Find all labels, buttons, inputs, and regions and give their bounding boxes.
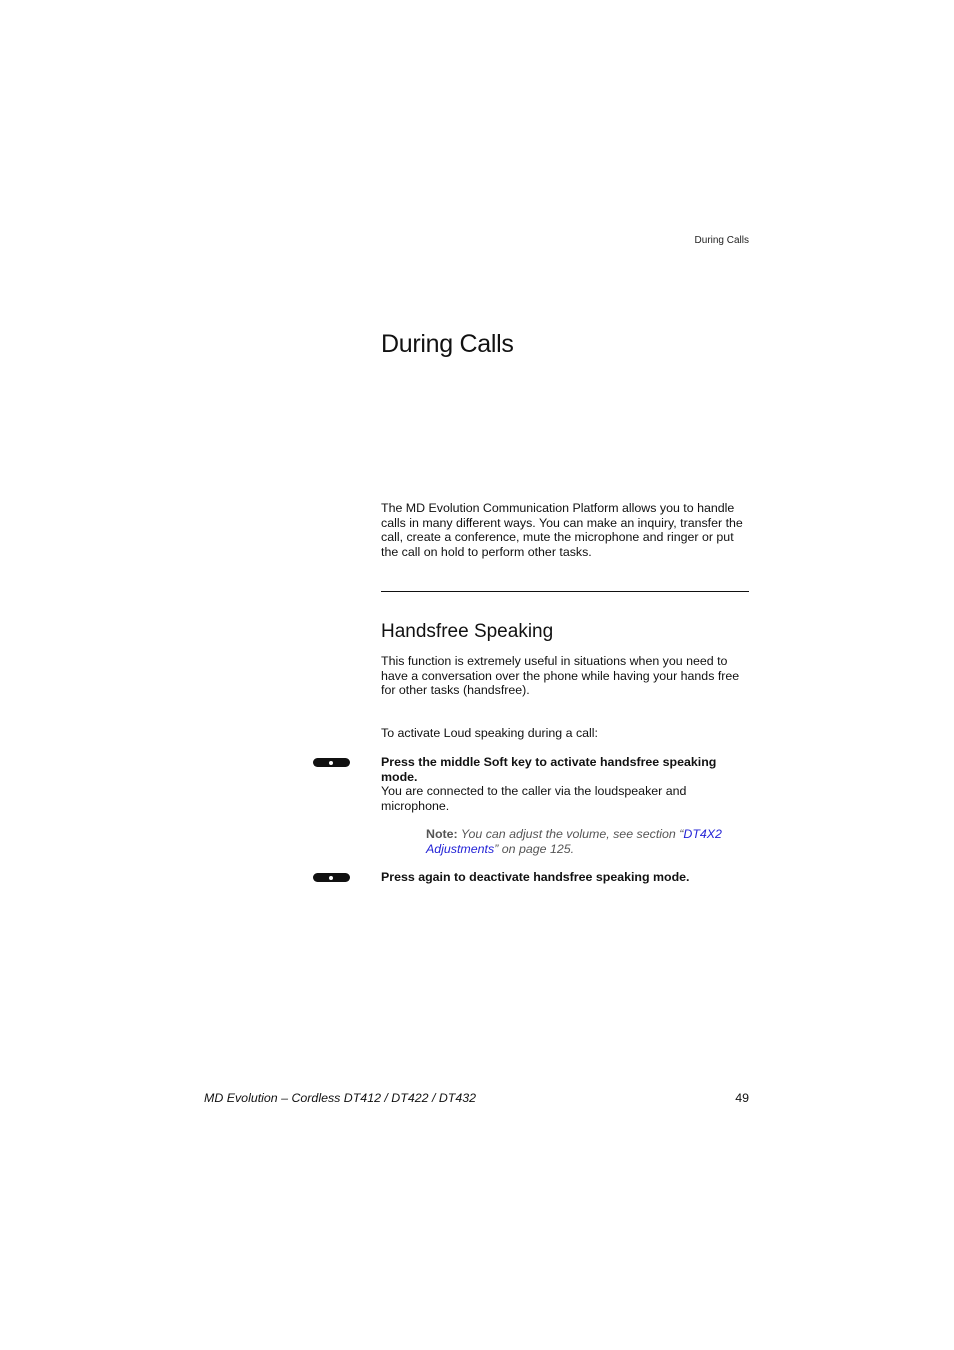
- section-title: Handsfree Speaking: [381, 621, 554, 642]
- note-label: Note:: [426, 827, 458, 841]
- chapter-title: During Calls: [381, 330, 514, 358]
- note-link[interactable]: DT4X2 Adjustments: [426, 827, 722, 856]
- soft-key-dot: [329, 876, 333, 880]
- running-header: During Calls: [694, 235, 749, 246]
- step-2: [381, 870, 749, 885]
- note-text-after: ” on page 125.: [494, 841, 575, 856]
- soft-key-dot: [329, 761, 333, 765]
- note: [426, 827, 746, 856]
- soft-key-icon: [313, 873, 350, 882]
- section-divider: [381, 591, 749, 592]
- soft-key-icon: [313, 758, 350, 767]
- step-1: [381, 755, 749, 813]
- footer-doc-title: MD Evolution – Cordless DT412 / DT422 / DT432: [204, 1091, 477, 1105]
- note-text-before: You can adjust the volume, see section “: [457, 827, 684, 841]
- page-number: 49: [735, 1091, 749, 1105]
- step-1-result: You are connected to the caller via the loudspeaker and microphone.: [381, 784, 687, 813]
- step-2-instruction: Press again to deactivate handsfree speaking mode.: [381, 870, 690, 884]
- lead-in-text: To activate Loud speaking during a call:: [381, 726, 598, 740]
- step-1-instruction: Press the middle Soft key to activate handsfree speaking mode.: [381, 755, 717, 784]
- chapter-intro: The MD Evolution Communication Platform allows you to handle calls in many different ways. You can make an inquiry, transfer the call, create a conference, mute the microphone and ringer or put the call on hold to perform other tasks.: [381, 501, 743, 559]
- section-description: This function is extremely useful in situations when you need to have a conversation over the phone while having your hands free for other tasks (handsfree).: [381, 654, 740, 698]
